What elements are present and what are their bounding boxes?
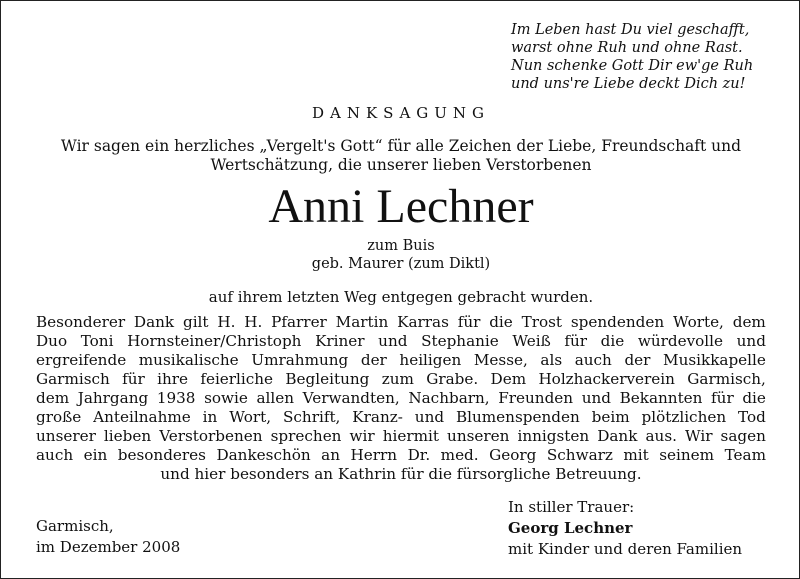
word: Toni bbox=[80, 332, 114, 350]
word: an bbox=[321, 446, 341, 464]
word: für bbox=[122, 370, 145, 388]
word: innigsten bbox=[517, 427, 590, 445]
word: Schrift, bbox=[283, 408, 341, 426]
word: lieben bbox=[103, 427, 152, 445]
word: Tod bbox=[738, 408, 766, 426]
word: Martin bbox=[335, 313, 389, 331]
signoff-name: Georg Lechner bbox=[508, 519, 633, 537]
word: für bbox=[564, 332, 588, 350]
word: Duo bbox=[36, 332, 68, 350]
word: Kriner bbox=[315, 332, 365, 350]
thanks-body-line bbox=[36, 351, 766, 370]
word: und bbox=[414, 408, 445, 426]
signoff bbox=[508, 497, 742, 560]
thanks-body-line bbox=[36, 389, 766, 408]
signoff-family: mit Kinder und deren Familien bbox=[508, 540, 743, 558]
word: sagen bbox=[720, 427, 766, 445]
thanks-body-lines bbox=[36, 313, 766, 465]
word: Trost bbox=[521, 313, 563, 331]
word: als bbox=[540, 351, 563, 369]
word: Schwarz bbox=[546, 446, 613, 464]
word: Pfarrer bbox=[271, 313, 327, 331]
word: Team bbox=[724, 446, 766, 464]
word: in bbox=[202, 408, 218, 426]
house-name: zum Buis bbox=[367, 238, 435, 254]
word: Herrn bbox=[350, 446, 398, 464]
word: und bbox=[581, 389, 611, 407]
thanks-body-line bbox=[36, 332, 766, 351]
word: aus. bbox=[645, 427, 677, 445]
word: für bbox=[711, 389, 734, 407]
thanks-body-line bbox=[36, 370, 766, 389]
word: und bbox=[378, 332, 408, 350]
word: ein bbox=[83, 446, 108, 464]
word: der bbox=[624, 351, 651, 369]
word: Grabe. bbox=[426, 370, 479, 388]
word: sowie bbox=[204, 389, 248, 407]
signoff-phrase: In stiller Trauer: bbox=[508, 498, 635, 516]
maiden-name: geb. Maurer (zum Diktl) bbox=[311, 256, 491, 272]
place-and-date bbox=[36, 516, 180, 558]
thanks-body-line bbox=[36, 408, 766, 427]
word: Verstorbenen bbox=[159, 427, 263, 445]
thanks-body-last-line: und hier besonders an Kathrin für die fürsorgliche Betreuung. bbox=[160, 465, 642, 483]
date: im Dezember 2008 bbox=[36, 538, 181, 556]
word: auch bbox=[574, 351, 612, 369]
word: für bbox=[457, 313, 481, 331]
word: Dank bbox=[133, 313, 175, 331]
poem-line: warst ohne Ruh und ohne Rast. bbox=[511, 40, 743, 56]
word: Nachbarn, bbox=[408, 389, 490, 407]
word: Hornsteiner/Christoph bbox=[127, 332, 302, 350]
thanks-body bbox=[36, 313, 766, 484]
word: H. bbox=[217, 313, 236, 331]
intro-line: Wir sagen ein herzliches „Vergelt's Gott“ für alle Zeichen der Liebe, Freundschaft und bbox=[60, 137, 742, 155]
memorial-poem bbox=[511, 21, 791, 93]
word: Wir bbox=[685, 427, 713, 445]
intro-text bbox=[31, 137, 771, 175]
word: Stephanie bbox=[421, 332, 499, 350]
word: Dr. bbox=[407, 446, 431, 464]
word: Dem bbox=[490, 370, 527, 388]
word: hiermit bbox=[382, 427, 439, 445]
word: Verwandten, bbox=[302, 389, 400, 407]
last-way-line: auf ihrem letzten Weg entgegen gebracht wurden. bbox=[208, 288, 594, 306]
word: Kranz- bbox=[352, 408, 403, 426]
word: 1938 bbox=[156, 389, 196, 407]
word: Karras bbox=[397, 313, 449, 331]
word: wir bbox=[349, 427, 375, 445]
deceased-name: Anni Lechner bbox=[268, 180, 534, 233]
thanks-body-line bbox=[36, 313, 766, 332]
word: beim bbox=[591, 408, 630, 426]
word: Holzhackerverein bbox=[538, 370, 675, 388]
word: Dank bbox=[597, 427, 638, 445]
word: mit bbox=[623, 446, 649, 464]
word: seinem bbox=[659, 446, 715, 464]
word: spendenden bbox=[570, 313, 665, 331]
word: Freunden bbox=[498, 389, 574, 407]
poem-line: Nun schenke Gott Dir ew'ge Ruh bbox=[511, 58, 754, 74]
word: Begleitung bbox=[285, 370, 370, 388]
word: große bbox=[36, 408, 82, 426]
poem-line: Im Leben hast Du viel geschafft, bbox=[511, 22, 750, 38]
poem-line: und uns're Liebe deckt Dich zu! bbox=[511, 76, 746, 92]
word: der bbox=[360, 351, 387, 369]
word: ihre bbox=[157, 370, 189, 388]
word: Garmisch, bbox=[687, 370, 766, 388]
word: besonderes bbox=[117, 446, 206, 464]
word: und bbox=[736, 332, 766, 350]
word: Wort, bbox=[229, 408, 272, 426]
word: Worte, bbox=[672, 313, 724, 331]
word: med. bbox=[440, 446, 479, 464]
word: Musikkapelle bbox=[663, 351, 766, 369]
word: dem bbox=[732, 313, 766, 331]
word: Georg bbox=[489, 446, 537, 464]
word: Anteilnahme bbox=[93, 408, 191, 426]
word: Umrahmung bbox=[251, 351, 349, 369]
word: die bbox=[742, 389, 766, 407]
word: unserer bbox=[36, 427, 96, 445]
word: sprechen bbox=[270, 427, 342, 445]
intro-line: Wertschätzung, die unserer lieben Verstorbenen bbox=[210, 156, 592, 174]
word: Blumenspenden bbox=[455, 408, 580, 426]
word: würdevolle bbox=[637, 332, 724, 350]
word: gilt bbox=[182, 313, 209, 331]
word: ergreifende bbox=[36, 351, 127, 369]
word: die bbox=[489, 313, 513, 331]
word: allen bbox=[256, 389, 295, 407]
word: zum bbox=[381, 370, 414, 388]
word: feierliche bbox=[200, 370, 274, 388]
word: heiligen bbox=[399, 351, 462, 369]
word: auch bbox=[36, 446, 74, 464]
place: Garmisch, bbox=[36, 517, 114, 535]
thanks-body-line bbox=[36, 446, 766, 465]
word: plötzlichen bbox=[641, 408, 727, 426]
word: Bekannten bbox=[619, 389, 703, 407]
word: Garmisch bbox=[36, 370, 110, 388]
word: die bbox=[600, 332, 625, 350]
word: unseren bbox=[447, 427, 510, 445]
word: Weiß bbox=[512, 332, 551, 350]
word: H. bbox=[244, 313, 263, 331]
heading: DANKSAGUNG bbox=[311, 104, 491, 122]
word: Dankeschön bbox=[216, 446, 311, 464]
word: Besonderer bbox=[36, 313, 126, 331]
word: Jahrgang bbox=[77, 389, 149, 407]
word: dem bbox=[36, 389, 70, 407]
word: musikalische bbox=[138, 351, 239, 369]
thanks-body-line bbox=[36, 427, 766, 446]
word: Messe, bbox=[473, 351, 528, 369]
